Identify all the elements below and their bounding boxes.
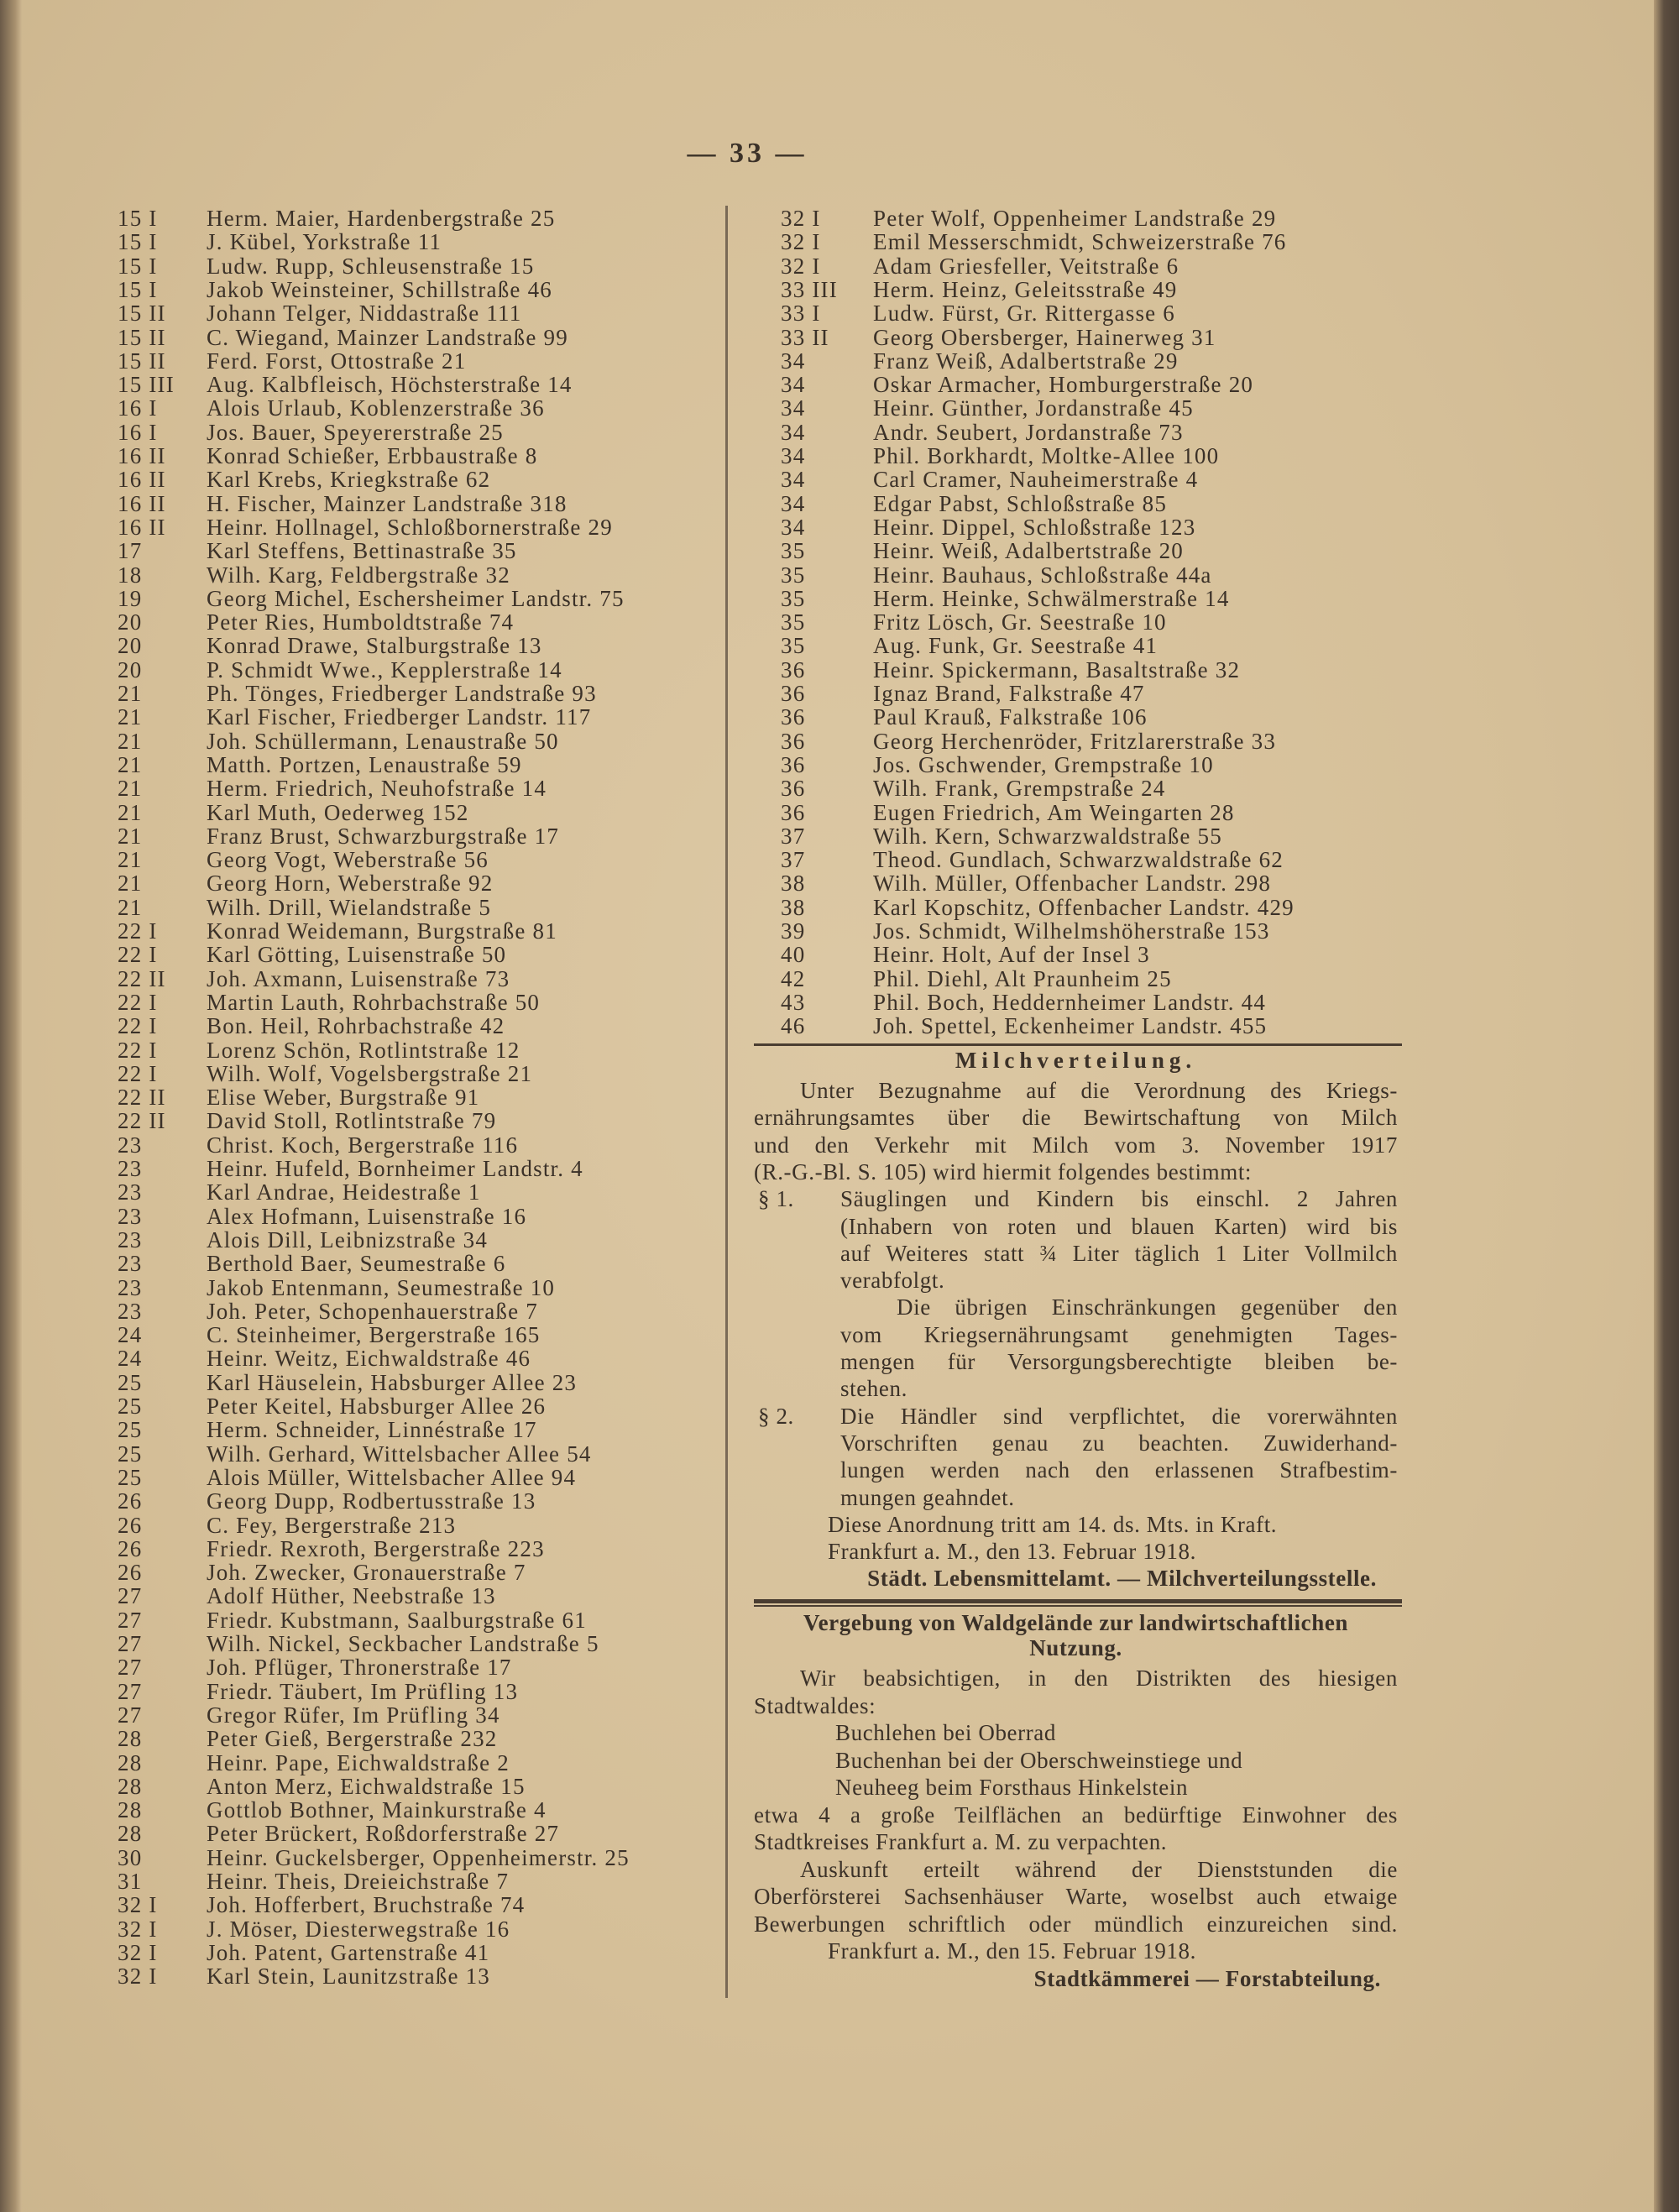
district-number: 23 — [118, 1179, 143, 1205]
district-number: 25 — [118, 1394, 143, 1419]
section-mark: § 2. — [758, 1403, 794, 1429]
text-line: Städt. Lebensmittelamt. — Milchverteilungsstelle. — [867, 1566, 1377, 1592]
dealer-name-address: Karl Häuselein, Habsburger Allee 23 — [207, 1369, 578, 1395]
text-line: (Inhabern von roten und blauen Karten) wird bis — [840, 1213, 1398, 1239]
dealer-name-address: Ludw. Rupp, Schleusenstraße 15 — [207, 253, 535, 279]
dealer-name-address: Ph. Tönges, Friedberger Landstraße 93 — [207, 681, 597, 706]
dealer-name-address: Georg Michel, Eschersheimer Landstr. 75 — [207, 585, 625, 611]
district-number: 20 — [118, 633, 143, 659]
district-number: 32 I — [118, 1964, 158, 1990]
text-line: Wir beabsichtigen, in den Distrikten des hiesigen — [800, 1666, 1398, 1691]
dealer-name-address: Georg Horn, Weberstraße 92 — [207, 871, 494, 897]
dealer-name-address: Anton Merz, Eichwaldstraße 15 — [207, 1773, 526, 1799]
district-number: 21 — [118, 681, 143, 706]
dealer-name-address: Ludw. Fürst, Gr. Rittergasse 6 — [873, 301, 1175, 327]
dealer-name-address: Wilh. Nickel, Seckbacher Landstraße 5 — [207, 1631, 599, 1656]
dealer-name-address: Friedr. Täubert, Im Prüfling 13 — [207, 1678, 519, 1704]
dealer-name-address: Heinr. Günther, Jordanstraße 45 — [873, 395, 1194, 421]
district-number: 28 — [118, 1726, 143, 1752]
district-number: 36 — [781, 704, 806, 730]
district-number: 28 — [118, 1797, 143, 1823]
district-number: 34 — [781, 490, 806, 516]
district-number: 16 I — [118, 395, 158, 421]
text-line: Buchenhan bei der Oberschweinstiege und — [835, 1747, 1243, 1773]
district-number: 21 — [118, 776, 143, 802]
dealer-name-address: C. Wiegand, Mainzer Landstraße 99 — [207, 324, 568, 350]
dealer-name-address: Adolf Hüther, Neebstraße 13 — [207, 1583, 496, 1609]
dealer-name-address: Edgar Pabst, Schloßstraße 85 — [873, 490, 1168, 516]
district-number: 36 — [781, 656, 806, 682]
dealer-name-address: Theod. Gundlach, Schwarzwaldstraße 62 — [873, 847, 1284, 873]
district-number: 21 — [118, 894, 143, 920]
district-number: 26 — [118, 1512, 143, 1538]
district-number: 27 — [118, 1583, 143, 1609]
text-line: Unter Bezugnahme auf die Verordnung des Kriegs- — [800, 1078, 1398, 1103]
district-number: 28 — [118, 1773, 143, 1799]
district-number: 38 — [781, 871, 806, 897]
forest-notice-heading: Vergebung von Waldgelände zur landwirtschaftlichen — [803, 1610, 1349, 1635]
district-number: 15 II — [118, 301, 166, 327]
dealer-name-address: Adam Griesfeller, Veitstraße 6 — [873, 253, 1179, 279]
district-number: 21 — [118, 847, 143, 873]
district-number: 17 — [118, 538, 143, 564]
dealer-name-address: Herm. Schneider, Linnéstraße 17 — [207, 1417, 537, 1443]
dealer-name-address: Heinr. Pape, Eichwaldstraße 2 — [207, 1749, 510, 1775]
dealer-name-address: Peter Ries, Humboldtstraße 74 — [207, 609, 515, 635]
district-number: 22 I — [118, 1060, 158, 1086]
dealer-name-address: Heinr. Spickermann, Basaltstraße 32 — [873, 656, 1241, 682]
dealer-name-address: Jakob Entenmann, Seumestraße 10 — [207, 1274, 556, 1300]
dealer-name-address: Herm. Heinke, Schwälmerstraße 14 — [873, 585, 1230, 611]
dealer-name-address: Konrad Weidemann, Burgstraße 81 — [207, 918, 557, 944]
page-edge — [1654, 0, 1679, 2212]
district-number: 21 — [118, 871, 143, 897]
section-mark: § 1. — [758, 1186, 794, 1212]
district-number: 21 — [118, 728, 143, 754]
district-number: 35 — [781, 562, 806, 588]
text-line: ernährungsamtes über die Bewirtschaftung von Milch — [754, 1105, 1398, 1131]
district-number: 23 — [118, 1298, 143, 1324]
district-number: 21 — [118, 799, 143, 825]
dealer-name-address: Karl Kopschitz, Offenbacher Landstr. 429 — [873, 894, 1295, 920]
district-number: 21 — [118, 751, 143, 777]
dealer-name-address: Alois Urlaub, Koblenzerstraße 36 — [207, 395, 545, 421]
section-double-rule-thin — [754, 1605, 1402, 1607]
text-line: Stadtkämmerei — Forstabteilung. — [1033, 1965, 1381, 1991]
dealer-name-address: Karl Steffens, Bettinastraße 35 — [207, 538, 517, 564]
district-number: 42 — [781, 965, 806, 991]
dealer-name-address: Elise Weber, Burgstraße 91 — [207, 1085, 480, 1111]
dealer-name-address: Herm. Maier, Hardenbergstraße 25 — [207, 206, 556, 231]
district-number: 15 I — [118, 276, 158, 302]
dealer-name-address: Aug. Kalbfleisch, Höchsterstraße 14 — [207, 372, 573, 398]
district-number: 21 — [118, 704, 143, 730]
dealer-name-address: Wilh. Gerhard, Wittelsbacher Allee 54 — [207, 1441, 592, 1467]
dealer-name-address: Joh. Zwecker, Gronauerstraße 7 — [207, 1560, 526, 1586]
dealer-name-address: Georg Obersberger, Hainerweg 31 — [873, 324, 1216, 350]
dealer-name-address: Franz Brust, Schwarzburgstraße 17 — [207, 823, 560, 849]
text-line: Stadtwaldes: — [754, 1692, 876, 1718]
district-number: 32 I — [781, 253, 821, 279]
text-line: Stadtkreises Frankfurt a. M. zu verpachten. — [754, 1829, 1168, 1854]
dealer-name-address: Franz Weiß, Adalbertstraße 29 — [873, 348, 1179, 374]
district-number: 19 — [118, 585, 143, 611]
text-line: und den Verkehr mit Milch vom 3. November 1917 — [754, 1132, 1398, 1158]
dealer-name-address: Bon. Heil, Rohrbachstraße 42 — [207, 1013, 505, 1039]
dealer-name-address: Jakob Weinsteiner, Schillstraße 46 — [207, 276, 552, 302]
district-number: 22 II — [118, 1108, 166, 1134]
dealer-name-address: Aug. Funk, Gr. Seestraße 41 — [873, 633, 1159, 659]
district-number: 18 — [118, 562, 143, 588]
dealer-name-address: C. Steinheimer, Bergerstraße 165 — [207, 1322, 541, 1348]
district-number: 28 — [118, 1749, 143, 1775]
dealer-name-address: Ferd. Forst, Ottostraße 21 — [207, 348, 467, 374]
dealer-name-address: Jos. Schmidt, Wilhelmshöherstraße 153 — [873, 918, 1270, 944]
dealer-name-address: Karl Götting, Luisenstraße 50 — [207, 942, 507, 968]
text-line: Frankfurt a. M., den 13. Februar 1918. — [828, 1539, 1196, 1565]
district-number: 36 — [781, 751, 806, 777]
dealer-name-address: Wilh. Kern, Schwarzwaldstraße 55 — [873, 823, 1222, 849]
district-number: 32 I — [118, 1939, 158, 1965]
dealer-name-address: Wilh. Drill, Wielandstraße 5 — [207, 894, 492, 920]
dealer-name-address: Georg Herchenröder, Fritzlarerstraße 33 — [873, 728, 1277, 754]
forest-notice-heading-cont: Nutzung. — [1029, 1635, 1122, 1660]
dealer-name-address: Heinr. Dippel, Schloßstraße 123 — [873, 514, 1196, 540]
text-line: vom Kriegsernährungsamt genehmigten Tages- — [840, 1321, 1398, 1347]
district-number: 24 — [118, 1322, 143, 1348]
district-number: 16 II — [118, 490, 166, 516]
dealer-name-address: Heinr. Theis, Dreieichstraße 7 — [207, 1869, 510, 1894]
district-number: 25 — [118, 1417, 143, 1443]
dealer-name-address: Oskar Armacher, Homburgerstraße 20 — [873, 372, 1254, 398]
district-number: 16 I — [118, 419, 158, 445]
text-line: lungen werden nach den erlassenen Strafbestim- — [840, 1457, 1398, 1483]
dealer-name-address: Peter Brückert, Roßdorferstraße 27 — [207, 1821, 560, 1847]
text-line: Diese Anordnung tritt am 14. ds. Mts. in Kraft. — [828, 1511, 1278, 1537]
district-number: 35 — [781, 609, 806, 635]
dealer-name-address: Wilh. Karg, Feldbergstraße 32 — [207, 562, 510, 588]
dealer-name-address: Herm. Friedrich, Neuhofstraße 14 — [207, 776, 547, 802]
district-number: 27 — [118, 1655, 143, 1681]
district-number: 22 I — [118, 942, 158, 968]
dealer-name-address: Gregor Rüfer, Im Prüfling 34 — [207, 1702, 500, 1728]
dealer-name-address: Phil. Borkhardt, Moltke-Allee 100 — [873, 443, 1220, 468]
dealer-name-address: Karl Krebs, Kriegkstraße 62 — [207, 467, 491, 493]
section-double-rule — [754, 1599, 1402, 1603]
district-number: 34 — [781, 419, 806, 445]
district-number: 27 — [118, 1678, 143, 1704]
dealer-name-address: Joh. Schüllermann, Lenaustraße 50 — [207, 728, 559, 754]
district-number: 37 — [781, 847, 806, 873]
column-divider — [725, 206, 728, 1998]
dealer-name-address: Ignaz Brand, Falkstraße 47 — [873, 681, 1145, 706]
text-line: verabfolgt. — [840, 1268, 945, 1294]
district-number: 23 — [118, 1274, 143, 1300]
text-line: Säuglingen und Kindern bis einschl. 2 Jahren — [840, 1186, 1398, 1212]
dealer-name-address: Friedr. Kubstmann, Saalburgstraße 61 — [207, 1607, 587, 1633]
dealer-name-address: Konrad Drawe, Stalburgstraße 13 — [207, 633, 542, 659]
dealer-name-address: Heinr. Holt, Auf der Insel 3 — [873, 942, 1150, 968]
district-number: 36 — [781, 799, 806, 825]
district-number: 24 — [118, 1346, 143, 1372]
district-number: 46 — [781, 1013, 806, 1039]
district-number: 15 I — [118, 206, 158, 231]
district-number: 26 — [118, 1560, 143, 1586]
district-number: 15 I — [118, 229, 158, 255]
district-number: 43 — [781, 989, 806, 1015]
dealer-name-address: Carl Cramer, Nauheimerstraße 4 — [873, 467, 1199, 493]
dealer-name-address: Phil. Boch, Heddernheimer Landstr. 44 — [873, 989, 1267, 1015]
dealer-name-address: Martin Lauth, Rohrbachstraße 50 — [207, 989, 541, 1015]
text-line: mengen für Versorgungsberechtigte bleiben be- — [840, 1349, 1398, 1374]
dealer-name-address: Fritz Lösch, Gr. Seestraße 10 — [873, 609, 1167, 635]
dealer-name-address: Herm. Heinz, Geleitsstraße 49 — [873, 276, 1178, 302]
dealer-name-address: David Stoll, Rotlintstraße 79 — [207, 1108, 497, 1134]
district-number: 22 I — [118, 918, 158, 944]
district-number: 20 — [118, 656, 143, 682]
text-line: Vorschriften genau zu beachten. Zuwiderhand- — [840, 1430, 1398, 1456]
district-number: 34 — [781, 467, 806, 493]
district-number: 23 — [118, 1132, 143, 1158]
text-line: Neuheeg beim Forsthaus Hinkelstein — [835, 1775, 1189, 1800]
district-number: 25 — [118, 1369, 143, 1395]
dealer-name-address: Jos. Bauer, Speyererstraße 25 — [207, 419, 504, 445]
district-number: 15 II — [118, 324, 166, 350]
dealer-name-address: Karl Stein, Launitzstraße 13 — [207, 1964, 491, 1990]
district-number: 30 — [118, 1844, 143, 1870]
page-number: — 33 — — [687, 138, 808, 169]
district-number: 34 — [781, 514, 806, 540]
district-number: 33 II — [781, 324, 829, 350]
district-number: 39 — [781, 918, 806, 944]
district-number: 27 — [118, 1631, 143, 1656]
district-number: 37 — [781, 823, 806, 849]
district-number: 34 — [781, 348, 806, 374]
district-number: 15 II — [118, 348, 166, 374]
dealer-name-address: Heinr. Hufeld, Bornheimer Landstr. 4 — [207, 1156, 583, 1181]
district-number: 16 II — [118, 467, 166, 493]
milk-notice-heading: Milchverteilung. — [955, 1048, 1197, 1073]
district-number: 36 — [781, 681, 806, 706]
district-number: 36 — [781, 776, 806, 802]
district-number: 16 II — [118, 443, 166, 468]
text-line: Buchlehen bei Oberrad — [835, 1720, 1056, 1745]
district-number: 35 — [781, 633, 806, 659]
dealer-name-address: Friedr. Rexroth, Bergerstraße 223 — [207, 1535, 545, 1561]
dealer-name-address: H. Fischer, Mainzer Landstraße 318 — [207, 490, 568, 516]
dealer-name-address: Heinr. Weitz, Eichwaldstraße 46 — [207, 1346, 531, 1372]
district-number: 23 — [118, 1251, 143, 1277]
dealer-name-address: Joh. Patent, Gartenstraße 41 — [207, 1939, 490, 1965]
district-number: 15 I — [118, 253, 158, 279]
district-number: 27 — [118, 1607, 143, 1633]
district-number: 36 — [781, 728, 806, 754]
district-number: 25 — [118, 1464, 143, 1490]
district-number: 35 — [781, 538, 806, 564]
dealer-name-address: Lorenz Schön, Rotlintstraße 12 — [207, 1037, 520, 1063]
district-number: 22 I — [118, 1037, 158, 1063]
dealer-name-address: Joh. Hofferbert, Bruchstraße 74 — [207, 1892, 526, 1918]
district-number: 32 I — [118, 1916, 158, 1942]
text-line: Die übrigen Einschränkungen gegenüber den — [897, 1294, 1398, 1320]
district-number: 26 — [118, 1535, 143, 1561]
district-number: 22 I — [118, 989, 158, 1015]
district-number: 23 — [118, 1203, 143, 1229]
dealer-name-address: Emil Messerschmidt, Schweizerstraße 76 — [873, 229, 1287, 255]
district-number: 25 — [118, 1441, 143, 1467]
text-line: Auskunft erteilt während der Dienststunden die — [800, 1856, 1398, 1882]
dealer-name-address: Karl Muth, Oederweg 152 — [207, 799, 469, 825]
dealer-name-address: Georg Dupp, Rodbertusstraße 13 — [207, 1488, 536, 1514]
district-number: 34 — [781, 372, 806, 398]
district-number: 33 III — [781, 276, 838, 302]
dealer-name-address: Eugen Friedrich, Am Weingarten 28 — [873, 799, 1235, 825]
district-number: 40 — [781, 942, 806, 968]
dealer-name-address: Johann Telger, Niddastraße 111 — [207, 301, 522, 327]
text-line: auf Weiteres statt ¾ Liter täglich 1 Liter Vollmilch — [840, 1240, 1398, 1266]
dealer-name-address: Peter Keitel, Habsburger Allee 26 — [207, 1394, 547, 1419]
dealer-name-address: Joh. Axmann, Luisenstraße 73 — [207, 965, 510, 991]
binding-edge — [0, 0, 22, 2212]
district-number: 16 II — [118, 514, 166, 540]
dealer-name-address: Heinr. Guckelsberger, Oppenheimerstr. 25 — [207, 1844, 630, 1870]
section-rule — [754, 1043, 1402, 1046]
dealer-name-address: Christ. Koch, Bergerstraße 116 — [207, 1132, 519, 1158]
district-number: 22 II — [118, 965, 166, 991]
district-number: 34 — [781, 443, 806, 468]
dealer-name-address: Berthold Baer, Seumestraße 6 — [207, 1251, 506, 1277]
district-number: 20 — [118, 609, 143, 635]
dealer-name-address: Karl Fischer, Friedberger Landstr. 117 — [207, 704, 592, 730]
district-number: 23 — [118, 1226, 143, 1252]
district-number: 21 — [118, 823, 143, 849]
dealer-name-address: Joh. Pflüger, Thronerstraße 17 — [207, 1655, 512, 1681]
district-number: 26 — [118, 1488, 143, 1514]
district-number: 34 — [781, 395, 806, 421]
district-number: 38 — [781, 894, 806, 920]
text-line: stehen. — [840, 1376, 907, 1402]
text-line: Die Händler sind verpflichtet, die vorerwähnten — [840, 1403, 1398, 1429]
district-number: 32 I — [118, 1892, 158, 1918]
dealer-name-address: J. Möser, Diesterwegstraße 16 — [207, 1916, 510, 1942]
dealer-name-address: Paul Krauß, Falkstraße 106 — [873, 704, 1148, 730]
dealer-name-address: Konrad Schießer, Erbbaustraße 8 — [207, 443, 538, 468]
dealer-name-address: Karl Andrae, Heidestraße 1 — [207, 1179, 481, 1205]
district-number: 32 I — [781, 229, 821, 255]
district-number: 35 — [781, 585, 806, 611]
dealer-name-address: Gottlob Bothner, Mainkurstraße 4 — [207, 1797, 547, 1823]
district-number: 32 I — [781, 206, 821, 231]
dealer-name-address: Wilh. Frank, Grempstraße 24 — [873, 776, 1166, 802]
dealer-name-address: Heinr. Weiß, Adalbertstraße 20 — [873, 538, 1184, 564]
dealer-name-address: Wilh. Wolf, Vogelsbergstraße 21 — [207, 1060, 533, 1086]
dealer-name-address: Peter Gieß, Bergerstraße 232 — [207, 1726, 498, 1752]
text-line: (R.-G.-Bl. S. 105) wird hiermit folgendes bestimmt: — [754, 1158, 1253, 1184]
dealer-name-address: Alex Hofmann, Luisenstraße 16 — [207, 1203, 527, 1229]
district-number: 22 II — [118, 1085, 166, 1111]
district-number: 23 — [118, 1156, 143, 1181]
text-line: Bewerbungen schriftlich oder mündlich einzureichen sind. — [754, 1911, 1398, 1937]
text-line: Oberförsterei Sachsenhäuser Warte, woselbst auch etwaige — [754, 1884, 1398, 1909]
dealer-name-address: Georg Vogt, Weberstraße 56 — [207, 847, 489, 873]
dealer-name-address: Joh. Spettel, Eckenheimer Landstr. 455 — [873, 1013, 1268, 1039]
district-number: 27 — [118, 1702, 143, 1728]
district-number: 28 — [118, 1821, 143, 1847]
dealer-name-address: Phil. Diehl, Alt Praunheim 25 — [873, 965, 1172, 991]
text-line: Frankfurt a. M., den 15. Februar 1918. — [828, 1938, 1196, 1964]
dealer-name-address: Joh. Peter, Schopenhauerstraße 7 — [207, 1298, 538, 1324]
dealer-name-address: Matth. Portzen, Lenaustraße 59 — [207, 751, 522, 777]
dealer-name-address: Alois Dill, Leibnizstraße 34 — [207, 1226, 489, 1252]
district-number: 33 I — [781, 301, 821, 327]
district-number: 22 I — [118, 1013, 158, 1039]
district-number: 31 — [118, 1869, 143, 1894]
dealer-name-address: C. Fey, Bergerstraße 213 — [207, 1512, 457, 1538]
text-line: mungen geahndet. — [840, 1484, 1015, 1510]
text-line: etwa 4 a große Teilflächen an bedürftige Einwohner des — [754, 1801, 1398, 1828]
dealer-name-address: Peter Wolf, Oppenheimer Landstraße 29 — [873, 206, 1277, 231]
dealer-name-address: Jos. Gschwender, Grempstraße 10 — [873, 751, 1214, 777]
dealer-name-address: J. Kübel, Yorkstraße 11 — [207, 229, 442, 255]
dealer-name-address: Heinr. Bauhaus, Schloßstraße 44a — [873, 562, 1212, 588]
dealer-name-address: P. Schmidt Wwe., Kepplerstraße 14 — [207, 656, 562, 682]
dealer-name-address: Heinr. Hollnagel, Schloßbornerstraße 29 — [207, 514, 613, 540]
dealer-name-address: Andr. Seubert, Jordanstraße 73 — [873, 419, 1184, 445]
dealer-name-address: Alois Müller, Wittelsbacher Allee 94 — [207, 1464, 577, 1490]
dealer-name-address: Wilh. Müller, Offenbacher Landstr. 298 — [873, 871, 1272, 897]
district-number: 15 III — [118, 372, 175, 398]
